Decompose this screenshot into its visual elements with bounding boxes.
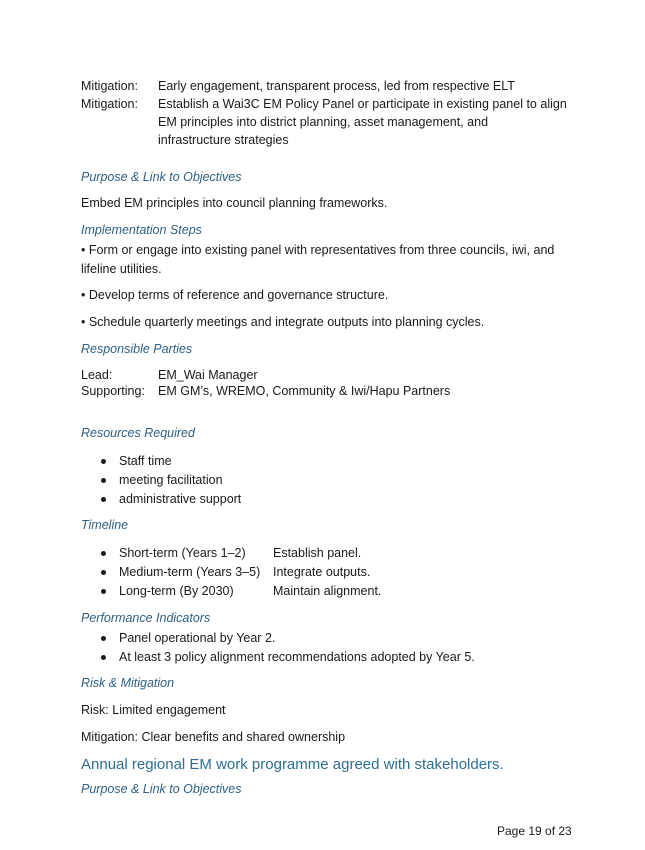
bullet-icon (101, 497, 106, 502)
implementation-step-3: • Schedule quarterly meetings and integrate outputs into planning cycles. (81, 315, 485, 329)
bullet-icon (101, 570, 106, 575)
resource-item-2: meeting facilitation (119, 473, 223, 487)
risk-text: Risk: Limited engagement (81, 703, 226, 717)
timeline-heading: Timeline (81, 518, 129, 532)
purpose-text: Embed EM principles into council planning frameworks. (81, 196, 388, 210)
performance-item-2: At least 3 policy alignment recommendations adopted by Year 5. (119, 650, 475, 664)
performance-heading: Performance Indicators (81, 611, 211, 625)
implementation-step-2: • Develop terms of reference and governance structure. (81, 288, 389, 302)
page-number: Page 19 of 23 (497, 824, 572, 838)
mitigation-text-2-line-1: Establish a Wai3C EM Policy Panel or participate in existing panel to align (158, 97, 567, 111)
bullet-icon (101, 478, 106, 483)
purpose-heading: Purpose & Link to Objectives (81, 170, 242, 184)
timeline-action-1: Establish panel. (273, 546, 362, 560)
resource-item-1: Staff time (119, 454, 172, 468)
supporting-label: Supporting: (81, 384, 145, 398)
mitigation-text-2-line-2: EM principles into district planning, asset management, and (158, 115, 489, 129)
mitigation-label-2: Mitigation: (81, 97, 138, 111)
implementation-heading: Implementation Steps (81, 223, 202, 237)
section-title: Annual regional EM work programme agreed with stakeholders. (81, 756, 504, 773)
resource-item-3: administrative support (119, 492, 242, 506)
timeline-term-2: Medium-term (Years 3–5) (119, 565, 261, 579)
resources-heading: Resources Required (81, 426, 195, 440)
bullet-icon (101, 636, 106, 641)
bullet-icon (101, 589, 106, 594)
timeline-term-1: Short-term (Years 1–2) (119, 546, 246, 560)
bullet-icon (101, 655, 106, 660)
next-purpose-heading: Purpose & Link to Objectives (81, 782, 242, 796)
implementation-step-1-line-2: lifeline utilities. (81, 262, 162, 276)
timeline-action-3: Maintain alignment. (273, 584, 382, 598)
supporting-value: EM GM’s, WREMO, Community & Iwi/Hapu Partners (158, 384, 451, 398)
bullet-icon (101, 551, 106, 556)
risk-heading: Risk & Mitigation (81, 676, 175, 690)
implementation-step-1-line-1: • Form or engage into existing panel with representatives from three councils, iwi, and (81, 243, 555, 257)
timeline-term-3: Long-term (By 2030) (119, 584, 234, 598)
lead-value: EM_Wai Manager (158, 368, 258, 382)
mitigation-text-2-line-3: infrastructure strategies (158, 133, 289, 147)
lead-label: Lead: (81, 368, 113, 382)
mitigation-label-1: Mitigation: (81, 79, 138, 93)
bullet-icon (101, 459, 106, 464)
responsible-heading: Responsible Parties (81, 342, 193, 356)
performance-item-1: Panel operational by Year 2. (119, 631, 276, 645)
timeline-action-2: Integrate outputs. (273, 565, 371, 579)
mitigation-text-1: Early engagement, transparent process, led from respective ELT (158, 79, 515, 93)
risk-mitigation-text: Mitigation: Clear benefits and shared ownership (81, 730, 346, 744)
